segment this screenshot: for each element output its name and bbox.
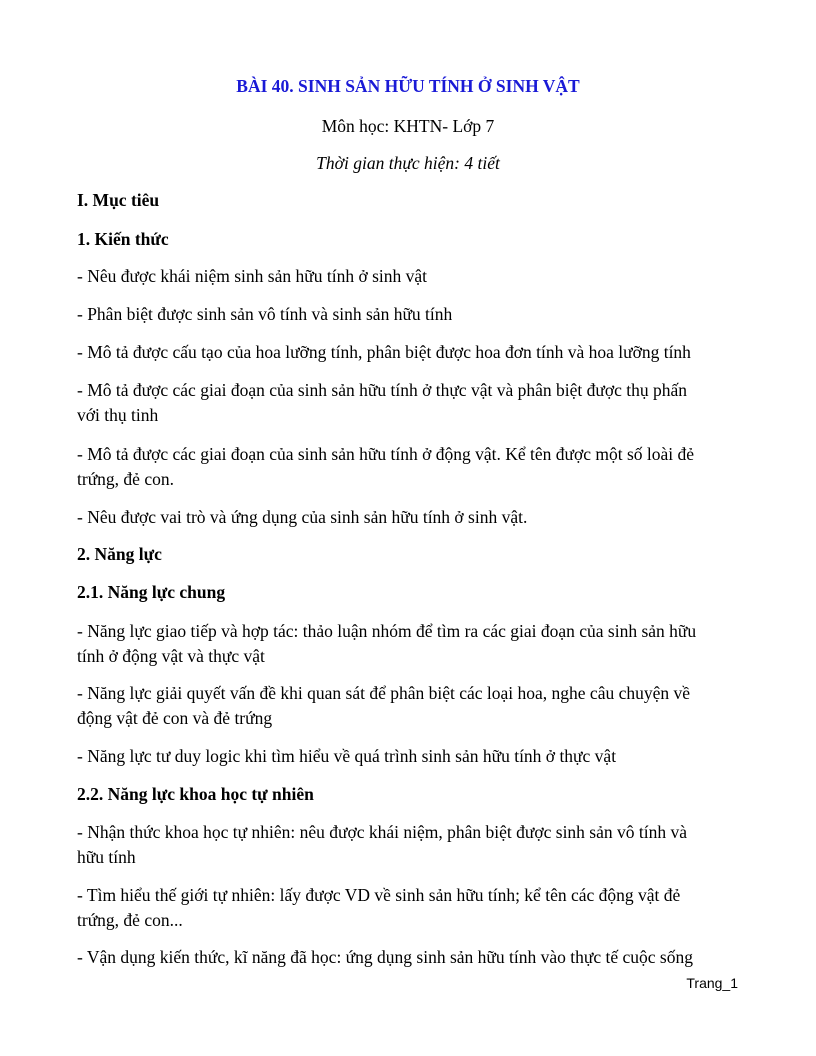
general-competence-item-continuation: tính ở động vật và thực vật [77, 646, 265, 666]
science-competence-item: - Vận dụng kiến thức, kĩ năng đã học: ứng dụng sinh sản hữu tính vào thực tế cuộc sống [77, 947, 693, 967]
section-heading-science-competence: 2.2. Năng lực khoa học tự nhiên [77, 784, 314, 804]
general-competence-item: - Năng lực giải quyết vấn đề khi quan sát để phân biệt các loại hoa, nghe câu chuyện về [77, 683, 691, 703]
general-competence-item-continuation: động vật đẻ con và đẻ trứng [77, 708, 273, 728]
knowledge-item: - Nêu được khái niệm sinh sản hữu tính ở sinh vật [77, 266, 427, 286]
section-heading-general-competence: 2.1. Năng lực chung [77, 582, 226, 602]
lesson-title: BÀI 40. SINH SẢN HỮU TÍNH Ở SINH VẬT [236, 76, 580, 96]
section-heading-objectives: I. Mục tiêu [77, 190, 160, 210]
knowledge-item: - Mô tả được các giai đoạn của sinh sản hữu tính ở thực vật và phân biệt được thụ phấn [77, 380, 687, 400]
science-competence-item-continuation: trứng, đẻ con... [77, 910, 183, 930]
knowledge-item-continuation: với thụ tinh [77, 405, 159, 425]
knowledge-item: - Nêu được vai trò và ứng dụng của sinh sản hữu tính ở sinh vật. [77, 507, 528, 527]
knowledge-item: - Phân biệt được sinh sản vô tính và sinh sản hữu tính [77, 304, 453, 324]
subject-line: Môn học: KHTN- Lớp 7 [321, 116, 495, 136]
knowledge-item-continuation: trứng, đẻ con. [77, 469, 174, 489]
science-competence-item: - Nhận thức khoa học tự nhiên: nêu được khái niệm, phân biệt được sinh sản vô tính và [77, 822, 687, 842]
knowledge-item: - Mô tả được các giai đoạn của sinh sản hữu tính ở động vật. Kể tên được một số loài đẻ [77, 444, 695, 464]
page-number: Trang_1 [686, 975, 738, 991]
knowledge-item: - Mô tả được cấu tạo của hoa lưỡng tính, phân biệt được hoa đơn tính và hoa lưỡng tính [77, 342, 691, 362]
science-competence-item: - Tìm hiểu thế giới tự nhiên: lấy được VD về sinh sản hữu tính; kể tên các động vật đẻ [77, 885, 681, 905]
general-competence-item: - Năng lực tư duy logic khi tìm hiểu về quá trình sinh sản hữu tính ở thực vật [77, 746, 617, 766]
general-competence-item: - Năng lực giao tiếp và hợp tác: thảo luận nhóm để tìm ra các giai đoạn của sinh sản hữu [77, 621, 697, 641]
section-heading-competence: 2. Năng lực [77, 544, 162, 564]
duration-line: Thời gian thực hiện: 4 tiết [316, 153, 500, 173]
science-competence-item-continuation: hữu tính [77, 847, 136, 867]
section-heading-knowledge: 1. Kiến thức [77, 229, 169, 249]
